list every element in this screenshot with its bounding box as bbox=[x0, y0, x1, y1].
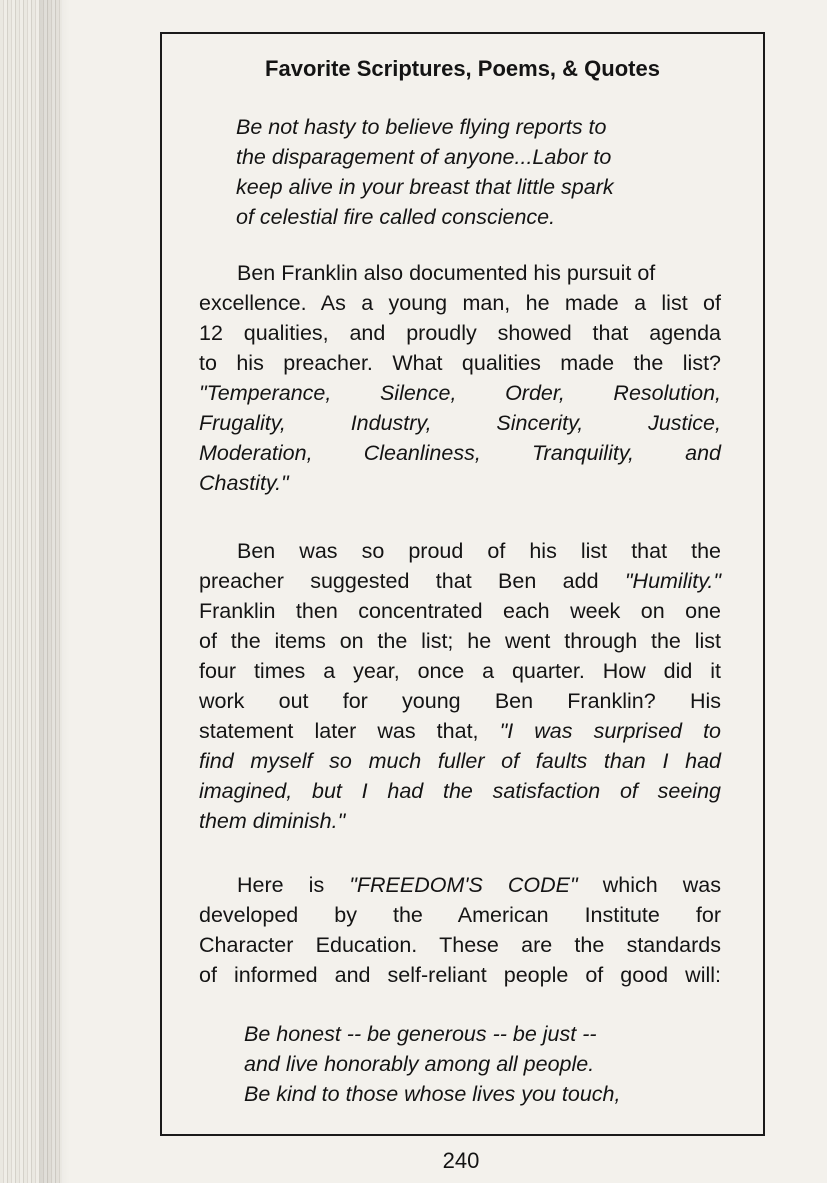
paragraph-line: of informed and self-reliant people of good will: bbox=[199, 963, 721, 987]
paragraph-freedoms-code bbox=[199, 870, 721, 990]
paragraph-text: which was bbox=[577, 873, 721, 897]
franklin-quote-line: them diminish." bbox=[199, 809, 346, 833]
paragraph-line: four times a year, once a quarter. How did it bbox=[199, 659, 721, 683]
page-number: 240 bbox=[442, 1148, 480, 1173]
franklin-quote-line: imagined, but I had the satisfaction of seeing bbox=[199, 779, 721, 803]
virtues-line: Frugality, Industry, Sincerity, Justice, bbox=[199, 411, 721, 435]
paragraph-line: Ben Franklin also documented his pursuit of bbox=[237, 261, 656, 285]
quote1-line: of celestial fire called conscience. bbox=[236, 205, 556, 229]
paragraph-line: 12 qualities, and proudly showed that agenda bbox=[199, 321, 721, 345]
paragraph-text: Here is bbox=[237, 873, 350, 897]
paragraph-text: preacher suggested that Ben add bbox=[199, 569, 625, 593]
freedoms-code-title: "FREEDOM'S CODE" bbox=[349, 873, 578, 897]
virtues-line: Chastity." bbox=[199, 471, 289, 495]
paragraph-line bbox=[199, 566, 721, 596]
paragraph-line: Franklin then concentrated each week on one bbox=[199, 599, 721, 623]
paragraph-line: of the items on the list; he went through the list bbox=[199, 629, 721, 653]
paragraph-text: statement later was that, bbox=[199, 719, 500, 743]
quote1-line: the disparagement of anyone...Labor to bbox=[236, 145, 612, 169]
paragraph-line: developed by the American Institute for bbox=[199, 903, 721, 927]
binding-shadow bbox=[40, 0, 70, 1183]
paragraph-humility bbox=[199, 536, 721, 836]
paragraph-franklin-list bbox=[199, 258, 721, 498]
quote2-line: Be honest -- be generous -- be just -- bbox=[244, 1022, 597, 1046]
paragraph-line: excellence. As a young man, he made a list of bbox=[199, 291, 721, 315]
quote2-line: and live honorably among all people. bbox=[244, 1052, 595, 1076]
quote-block-1 bbox=[236, 112, 696, 232]
franklin-quote-line: find myself so much fuller of faults than I had bbox=[199, 749, 721, 773]
quote1-line: Be not hasty to believe flying reports to bbox=[236, 115, 607, 139]
quote1-line: keep alive in your breast that little spark bbox=[236, 175, 614, 199]
quote-block-2 bbox=[244, 1019, 684, 1109]
franklin-quote: "I was surprised to bbox=[499, 719, 721, 743]
virtues-line: Moderation, Cleanliness, Tranquility, and bbox=[199, 441, 721, 465]
paragraph-line: Ben was so proud of his list that the bbox=[237, 539, 721, 563]
paragraph-line bbox=[199, 870, 721, 900]
paragraph-line: to his preacher. What qualities made the list? bbox=[199, 351, 721, 375]
paragraph-line: Character Education. These are the standards bbox=[199, 933, 721, 957]
quote2-line: Be kind to those whose lives you touch, bbox=[244, 1082, 621, 1106]
paragraph-line: work out for young Ben Franklin? His bbox=[199, 689, 721, 713]
virtues-line: "Temperance, Silence, Order, Resolution, bbox=[199, 381, 721, 405]
page-heading: Favorite Scriptures, Poems, & Quotes bbox=[265, 56, 660, 81]
humility-quote: "Humility." bbox=[624, 569, 721, 593]
paragraph-line bbox=[199, 716, 721, 746]
